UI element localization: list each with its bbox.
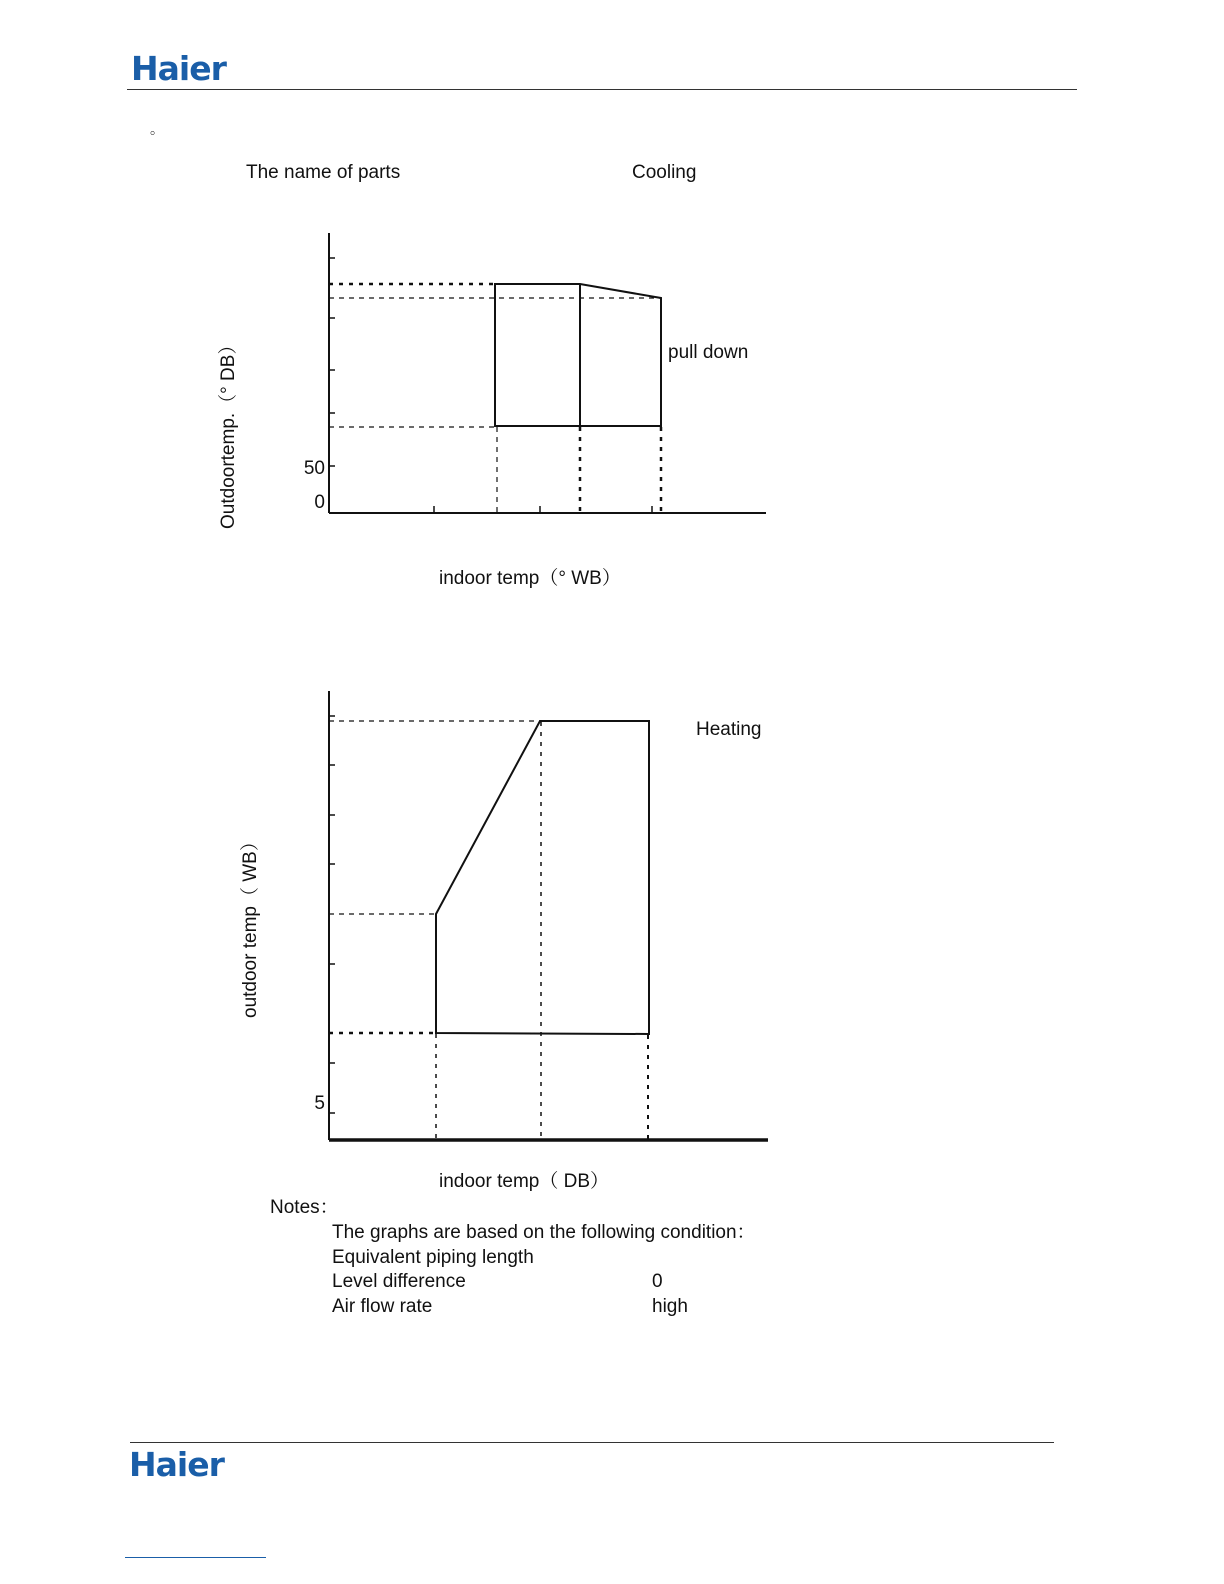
header-logo: Haier (131, 49, 226, 88)
mode-label: Cooling (632, 162, 697, 183)
cooling-x-label: indoor temp（° WB） (439, 568, 621, 589)
parts-label: The name of parts (246, 162, 401, 183)
footer-rule (130, 1442, 1054, 1443)
heating-y-label: outdoor temp（ WB） (240, 832, 261, 1018)
notes-row-value: 0 (652, 1271, 663, 1292)
heating-ytick-5: 5 (314, 1093, 325, 1114)
cooling-y-label: Outdoortemp.（° DB） (218, 335, 239, 529)
footer-link-underline (125, 1557, 266, 1558)
heating-operating-area (436, 721, 649, 1034)
cooling-ytick-50: 50 (303, 458, 325, 479)
notes-row-label: Equivalent piping length (332, 1247, 534, 1268)
cooling-chart (0, 0, 1224, 620)
cooling-operating-area (495, 284, 661, 426)
cooling-annotation: pull down (668, 342, 749, 363)
footer-logo: Haier (129, 1445, 224, 1484)
heating-chart (0, 640, 1224, 1160)
cooling-ytick-0: 0 (314, 492, 325, 513)
notes-title: Notes： (270, 1197, 339, 1218)
notes-row-value: high (652, 1296, 688, 1317)
notes-intro: The graphs are based on the following condition： (332, 1222, 756, 1243)
heating-x-label: indoor temp（ DB） (439, 1171, 610, 1192)
notes-row-label: Level difference (332, 1271, 466, 1292)
notes-row-label: Air flow rate (332, 1296, 433, 1317)
small-mark: 。 (150, 121, 164, 137)
heating-label: Heating (696, 719, 762, 740)
